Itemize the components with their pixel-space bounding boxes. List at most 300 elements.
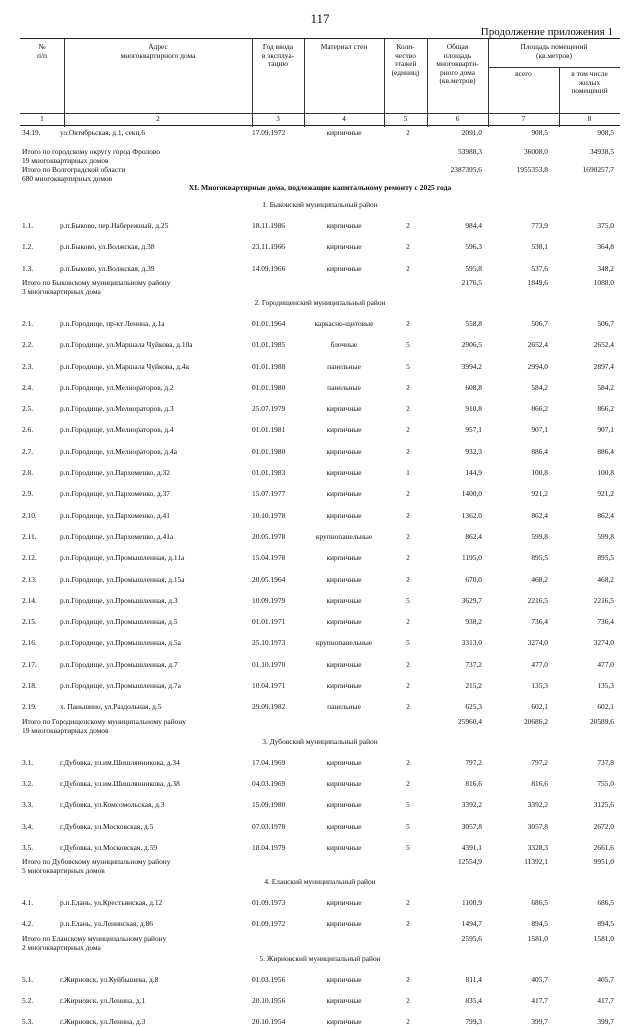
cell-year: 20.10.1954 bbox=[252, 1017, 286, 1027]
total-total: 2176,5 bbox=[461, 277, 482, 287]
cell-mat: крупнопанельные bbox=[315, 531, 373, 541]
cell-fl: 5 bbox=[406, 800, 410, 810]
cell-total: 737,2 bbox=[465, 659, 482, 669]
col-num-2: 2 bbox=[156, 114, 160, 123]
cell-mat: кирпичные bbox=[326, 221, 362, 230]
table-row bbox=[0, 680, 640, 692]
table-row bbox=[0, 918, 640, 930]
cell-n: 2.3. bbox=[22, 361, 34, 371]
cell-n: 2.12. bbox=[22, 553, 37, 563]
col-num-5: 5 bbox=[403, 114, 408, 123]
table-row bbox=[0, 263, 640, 275]
cell-fl: 2 bbox=[406, 263, 410, 273]
cell-fl: 2 bbox=[406, 898, 410, 908]
total-living: 9951,0 bbox=[593, 857, 614, 867]
table-row bbox=[0, 403, 640, 415]
cell-mat: кирпичные bbox=[326, 996, 362, 1005]
cell-addr: р.п.Городище, ул.Промышленная, д.7 bbox=[60, 659, 178, 669]
cell-year: 01.09.1972 bbox=[252, 919, 286, 929]
cell-addr: г.Дубовка, ул.им.Шишлянникова, д.38 bbox=[60, 778, 180, 788]
cell-living: 2672,0 bbox=[593, 821, 614, 831]
table-row bbox=[0, 974, 640, 986]
total-count: 680 многоквартирных домов bbox=[22, 174, 113, 183]
cell-all: 862,4 bbox=[531, 510, 548, 520]
cell-n: 4.2. bbox=[22, 919, 34, 929]
cell-year: 18.11.1986 bbox=[252, 221, 285, 230]
cell-fl: 2 bbox=[406, 681, 410, 690]
total-count: 2 многоквартирных дома bbox=[22, 942, 101, 952]
cell-n: 2.11. bbox=[22, 531, 37, 541]
cell-fl: 5 bbox=[406, 638, 410, 648]
table-row bbox=[0, 424, 640, 436]
cell-mat: кирпичные bbox=[326, 898, 362, 908]
cell-year: 10.10.1978 bbox=[252, 510, 286, 520]
cell-mat: каркасно-щитовые bbox=[314, 318, 374, 328]
cell-living: 135,3 bbox=[597, 681, 614, 690]
table-row bbox=[0, 701, 640, 713]
cell-year: 01.01.1980 bbox=[252, 382, 286, 392]
cell-all: 506,7 bbox=[531, 318, 548, 328]
total-living: 1581,0 bbox=[593, 933, 614, 943]
table-row bbox=[0, 220, 640, 232]
total-total: 2387395,6 bbox=[450, 165, 482, 174]
continuation-label: Продолжение приложения 1 bbox=[480, 26, 613, 38]
cell-addr: р.п.Быково, пер.Набережный, д.25 bbox=[60, 221, 169, 230]
cell-total: 1400,0 bbox=[461, 489, 482, 499]
cell-fl: 2 bbox=[406, 919, 410, 929]
cell-mat: блочные bbox=[330, 340, 358, 350]
cell-fl: 2 bbox=[406, 128, 410, 137]
cell-living: 755,0 bbox=[597, 778, 614, 788]
cell-living: 602,1 bbox=[597, 702, 614, 712]
cell-year: 20.10.1956 bbox=[252, 996, 286, 1005]
cell-n: 3.1. bbox=[22, 757, 34, 767]
cell-addr: р.п.Городище, ул.Пархоменко, д.32 bbox=[60, 468, 170, 477]
cell-all: 477,0 bbox=[531, 659, 548, 669]
table-row bbox=[0, 382, 640, 394]
cell-mat: кирпичные bbox=[326, 659, 362, 669]
section-title: XI. Многоквартирные дома, подлежащие капитальному ремонту с 2025 года bbox=[188, 183, 452, 192]
cell-all: 135,3 bbox=[531, 681, 548, 690]
table-row bbox=[0, 842, 640, 854]
cell-year: 17.04.1969 bbox=[252, 757, 286, 767]
cell-year: 01.01.1980 bbox=[252, 446, 286, 456]
total-row bbox=[0, 278, 640, 300]
cell-mat: кирпичные bbox=[326, 842, 362, 852]
total-label: Итого по Городищенскому муниципальному району bbox=[22, 716, 187, 726]
cell-all: 816,6 bbox=[531, 778, 548, 788]
cell-total: 811,4 bbox=[465, 974, 482, 984]
cell-addr: р.п.Городище, ул.Пархоменко, д.41 bbox=[60, 510, 170, 520]
table-header bbox=[20, 38, 620, 126]
cell-all: 894,5 bbox=[531, 919, 548, 929]
cell-total: 797,2 bbox=[465, 757, 482, 767]
total-living: 1088,0 bbox=[593, 277, 614, 287]
table-row bbox=[0, 467, 640, 479]
table-row bbox=[0, 241, 640, 253]
cell-all: 2994,0 bbox=[527, 361, 548, 371]
cell-total: 608,8 bbox=[465, 382, 482, 392]
cell-year: 01.09.1973 bbox=[252, 898, 286, 908]
cell-n: 2.10. bbox=[22, 510, 37, 520]
cell-living: 907,1 bbox=[597, 425, 614, 435]
total-all: 1849,6 bbox=[527, 277, 548, 287]
cell-living: 506,7 bbox=[597, 318, 614, 328]
cell-total: 938,2 bbox=[465, 617, 482, 627]
cell-fl: 2 bbox=[406, 425, 410, 435]
cell-mat: кирпичные bbox=[326, 821, 362, 831]
cell-total: 1100,9 bbox=[461, 898, 482, 908]
table-row bbox=[0, 897, 640, 909]
col-num-3: 3 bbox=[276, 114, 280, 123]
table-row bbox=[0, 127, 640, 139]
total-total: 12554,9 bbox=[457, 857, 482, 867]
cell-fl: 5 bbox=[406, 842, 410, 852]
cell-all: 773,9 bbox=[531, 221, 548, 230]
cell-mat: кирпичные bbox=[326, 263, 362, 273]
cell-n: 5.2. bbox=[22, 996, 34, 1005]
cell-all: 907,1 bbox=[531, 425, 548, 435]
cell-mat: панельные bbox=[327, 361, 361, 371]
cell-mat: кирпичные bbox=[326, 404, 362, 414]
cell-living: 2216,5 bbox=[593, 595, 614, 605]
cell-year: 07.03.1978 bbox=[252, 821, 286, 831]
cell-mat: кирпичные bbox=[326, 778, 362, 788]
cell-year: 01.01.1971 bbox=[252, 617, 286, 627]
cell-n: 1.2. bbox=[22, 242, 34, 252]
cell-year: 01.01.1964 bbox=[252, 318, 286, 328]
cell-living: 364,8 bbox=[597, 242, 614, 252]
cell-addr: р.п.Быково, ул.Волжская, д.39 bbox=[60, 263, 155, 273]
cell-year: 20.05.1964 bbox=[252, 574, 286, 584]
table-row bbox=[0, 616, 640, 628]
cell-year: 25.10.1973 bbox=[252, 638, 286, 648]
cell-n: 3.2. bbox=[22, 778, 34, 788]
cell-n: 2.4. bbox=[22, 382, 34, 392]
cell-all: 908,5 bbox=[531, 128, 548, 137]
cell-total: 670,0 bbox=[465, 574, 482, 584]
cell-n: 5.1. bbox=[22, 974, 34, 984]
cell-n: 2.2. bbox=[22, 340, 34, 350]
cell-addr: р.п.Елань, ул.Ленинская, д.86 bbox=[60, 919, 153, 929]
cell-living: 2897,4 bbox=[593, 361, 614, 371]
cell-year: 23.11.1966 bbox=[252, 242, 285, 252]
cell-total: 4391,1 bbox=[461, 842, 482, 852]
cell-n: 2.14. bbox=[22, 595, 37, 605]
cell-total: 816,6 bbox=[465, 778, 482, 788]
cell-fl: 5 bbox=[406, 595, 410, 605]
cell-total: 984,4 bbox=[465, 221, 482, 230]
header-num: № п/п bbox=[37, 42, 47, 60]
cell-all: 797,2 bbox=[531, 757, 548, 767]
table-row bbox=[0, 757, 640, 769]
total-count: 19 многоквартирных домов bbox=[22, 725, 109, 735]
cell-all: 602,1 bbox=[531, 702, 548, 712]
cell-mat: кирпичные bbox=[326, 919, 362, 929]
cell-all: 100,8 bbox=[531, 468, 548, 477]
cell-n: 5.3. bbox=[22, 1017, 34, 1027]
cell-n: 2.19. bbox=[22, 702, 37, 712]
cell-all: 584,2 bbox=[531, 382, 548, 392]
cell-n: 1.3. bbox=[22, 263, 34, 273]
cell-n: 2.15. bbox=[22, 617, 37, 627]
cell-addr: р.п.Городище, ул.Пархоменко, д.37 bbox=[60, 489, 170, 499]
cell-year: 01.01.1981 bbox=[252, 425, 286, 435]
cell-addr: г.Дубовка, ул.Московская, д.59 bbox=[60, 842, 158, 852]
table-row bbox=[0, 510, 640, 522]
cell-all: 736,4 bbox=[531, 617, 548, 627]
cell-living: 417,7 bbox=[597, 996, 614, 1005]
cell-mat: кирпичные bbox=[326, 242, 362, 252]
cell-addr: г.Жирновск, ул.Ленина, д.3 bbox=[60, 1017, 146, 1027]
cell-living: 584,2 bbox=[597, 382, 614, 392]
cell-living: 468,2 bbox=[597, 574, 614, 584]
total-label: Итого по Быковскому муниципальному району bbox=[22, 277, 171, 287]
cell-total: 144,9 bbox=[465, 468, 482, 477]
cell-all: 3392,2 bbox=[527, 800, 548, 810]
cell-living: 3125,6 bbox=[593, 800, 614, 810]
cell-addr: р.п.Елань, ул.Крестьянская, д.12 bbox=[60, 898, 163, 908]
cell-all: 2652,4 bbox=[527, 340, 548, 350]
cell-all: 3057,8 bbox=[527, 821, 548, 831]
cell-total: 595,8 bbox=[465, 263, 482, 273]
cell-fl: 2 bbox=[406, 659, 410, 669]
col-num-6: 6 bbox=[455, 114, 460, 123]
cell-n: 2.9. bbox=[22, 489, 34, 499]
cell-n: 2.18. bbox=[22, 681, 37, 690]
cell-living: 477,0 bbox=[597, 659, 614, 669]
cell-fl: 2 bbox=[406, 404, 410, 414]
cell-total: 596,3 bbox=[465, 242, 482, 252]
cell-fl: 2 bbox=[406, 574, 410, 584]
cell-addr: р.п.Городище, ул.Мелиораторов, д.4 bbox=[60, 425, 174, 435]
table-row bbox=[0, 339, 640, 351]
total-living: 1690257,7 bbox=[582, 165, 614, 174]
cell-mat: кирпичные bbox=[326, 553, 362, 563]
page-number: 117 bbox=[310, 11, 330, 26]
cell-fl: 2 bbox=[406, 221, 410, 230]
table-row bbox=[0, 446, 640, 458]
table-row bbox=[0, 361, 640, 373]
cell-year: 15.07.1977 bbox=[252, 489, 286, 499]
cell-addr: г.Дубовка, ул.Комсомольская, д.3 bbox=[60, 800, 165, 810]
cell-year: 01.01.1988 bbox=[252, 361, 286, 371]
cell-total: 625,3 bbox=[465, 702, 482, 712]
cell-total: 835,4 bbox=[465, 996, 482, 1005]
cell-addr: р.п.Городище, ул.Мелиораторов, д.2 bbox=[60, 382, 174, 392]
cell-n: 2.8. bbox=[22, 468, 34, 477]
district-title: 2. Городищенский муниципальный район bbox=[254, 297, 386, 307]
cell-addr: г.Дубовка, ул.им.Шишлянникова, д.34 bbox=[60, 757, 180, 767]
cell-year: 01.10.1970 bbox=[252, 659, 286, 669]
cell-mat: панельные bbox=[327, 382, 361, 392]
cell-living: 866,2 bbox=[597, 404, 614, 414]
cell-all: 537,6 bbox=[531, 263, 548, 273]
cell-mat: кирпичные bbox=[326, 510, 362, 520]
total-all: 1955353,8 bbox=[516, 165, 548, 174]
cell-year: 25.07.1979 bbox=[252, 404, 286, 414]
cell-addr: р.п.Городище, ул.Маршала Чуйкова, д.4а bbox=[60, 361, 189, 371]
district-title: 1. Быковский муниципальный район bbox=[262, 200, 378, 209]
cell-n: 2.16. bbox=[22, 638, 37, 648]
cell-total: 215,2 bbox=[465, 681, 482, 690]
cell-year: 14.09.1966 bbox=[252, 263, 286, 273]
cell-addr: ул.Октябрьская, д.1, секц.6 bbox=[60, 128, 145, 137]
cell-mat: кирпичные bbox=[326, 617, 362, 627]
cell-addr: р.п.Городище, ул.Промышленная, д.3 bbox=[60, 595, 178, 605]
cell-living: 895,5 bbox=[597, 553, 614, 563]
cell-addr: р.п.Городище, ул.Промышленная, д.11а bbox=[60, 553, 185, 563]
cell-living: 2661,6 bbox=[593, 842, 614, 852]
cell-total: 932,3 bbox=[465, 446, 482, 456]
cell-living: 405,7 bbox=[597, 974, 614, 984]
cell-all: 886,4 bbox=[531, 446, 548, 456]
col-num-8: 8 bbox=[587, 114, 592, 123]
cell-mat: крупнопанельные bbox=[315, 638, 373, 648]
table-row bbox=[0, 821, 640, 833]
header-material: Материал стен bbox=[320, 42, 368, 51]
cell-n: 2.17. bbox=[22, 659, 37, 669]
cell-living: 737,8 bbox=[597, 757, 614, 767]
total-total: 25960,4 bbox=[457, 716, 482, 726]
cell-total: 3629,7 bbox=[461, 595, 482, 605]
cell-fl: 2 bbox=[406, 531, 410, 541]
cell-fl: 2 bbox=[406, 702, 410, 712]
cell-n: 2.13. bbox=[22, 574, 37, 584]
cell-n: 34.19. bbox=[22, 128, 41, 137]
cell-year: 01.01.1983 bbox=[252, 468, 286, 477]
header-premises-area: Площадь помещений (кв.метров) bbox=[520, 42, 588, 60]
table-row bbox=[0, 595, 640, 607]
table-row bbox=[0, 574, 640, 586]
cell-all: 405,7 bbox=[531, 974, 548, 984]
cell-total: 3057,8 bbox=[461, 821, 482, 831]
cell-year: 17.09.1972 bbox=[252, 128, 286, 137]
table-row bbox=[0, 1016, 640, 1028]
header-year: Год ввода в эксплуа- тацию bbox=[261, 42, 295, 69]
cell-living: 375,0 bbox=[597, 221, 614, 230]
table-row bbox=[0, 778, 640, 790]
cell-year: 10.09.1979 bbox=[252, 595, 286, 605]
cell-fl: 2 bbox=[406, 242, 410, 252]
cell-fl: 2 bbox=[406, 974, 410, 984]
total-total: 2595,6 bbox=[461, 933, 482, 943]
cell-total: 3994,2 bbox=[461, 361, 482, 371]
header-area-all: всего bbox=[515, 69, 532, 78]
cell-fl: 5 bbox=[406, 361, 410, 371]
cell-addr: г.Жирновск, ул.Ленина, д.1 bbox=[60, 996, 146, 1005]
cell-all: 3328,3 bbox=[527, 842, 548, 852]
cell-total: 3392,2 bbox=[461, 800, 482, 810]
cell-fl: 2 bbox=[406, 778, 410, 788]
cell-n: 2.1. bbox=[22, 318, 34, 328]
cell-mat: кирпичные bbox=[326, 468, 362, 477]
cell-year: 29.09.1982 bbox=[252, 702, 286, 712]
total-row bbox=[0, 857, 640, 879]
cell-year: 10.04.1971 bbox=[252, 681, 286, 690]
cell-fl: 2 bbox=[406, 996, 410, 1005]
table-row bbox=[0, 318, 640, 330]
cell-addr: г.Дубовка, ул.Московская, д.5 bbox=[60, 821, 154, 831]
cell-total: 1494,7 bbox=[461, 919, 482, 929]
total-count: 5 многоквартирных домов bbox=[22, 866, 105, 876]
total-label: Итого по Дубовскому муниципальному району bbox=[22, 857, 171, 867]
cell-fl: 2 bbox=[406, 489, 410, 499]
cell-addr: х. Паньшино, ул.Раздольная, д.5 bbox=[60, 702, 162, 712]
table-row bbox=[0, 637, 640, 649]
cell-living: 921,2 bbox=[597, 489, 614, 499]
cell-all: 895,5 bbox=[531, 553, 548, 563]
cell-year: 04.03.1969 bbox=[252, 778, 286, 788]
cell-living: 599,8 bbox=[597, 531, 614, 541]
table-row bbox=[0, 995, 640, 1007]
cell-total: 799,3 bbox=[465, 1017, 482, 1027]
cell-living: 100,8 bbox=[597, 468, 614, 477]
total-living: 20589,6 bbox=[589, 716, 614, 726]
total-label: Итого по городскому округу город Фролово bbox=[22, 147, 160, 156]
table-row bbox=[0, 552, 640, 564]
cell-fl: 2 bbox=[406, 757, 410, 767]
cell-fl: 5 bbox=[406, 821, 410, 831]
cell-fl: 2 bbox=[406, 617, 410, 627]
total-label: Итого по Волгоградской области bbox=[22, 165, 126, 174]
cell-total: 1362,0 bbox=[461, 510, 482, 520]
cell-mat: кирпичные bbox=[326, 800, 362, 810]
table-row bbox=[0, 799, 640, 811]
cell-all: 538,1 bbox=[531, 242, 548, 252]
cell-fl: 2 bbox=[406, 446, 410, 456]
cell-all: 866,2 bbox=[531, 404, 548, 414]
cell-all: 468,2 bbox=[531, 574, 548, 584]
cell-mat: кирпичные bbox=[326, 1017, 362, 1027]
district-title: 3. Дубовский муниципальный район bbox=[262, 736, 378, 746]
total-total: 53988,3 bbox=[457, 147, 482, 156]
cell-fl: 5 bbox=[406, 340, 410, 350]
cell-total: 2906,5 bbox=[461, 340, 482, 350]
cell-living: 2652,4 bbox=[593, 340, 614, 350]
cell-all: 3274,0 bbox=[527, 638, 548, 648]
cell-n: 2.5. bbox=[22, 404, 34, 414]
cell-year: 01.01.1985 bbox=[252, 340, 286, 350]
cell-all: 2216,5 bbox=[527, 595, 548, 605]
table-row bbox=[0, 531, 640, 543]
cell-mat: кирпичные bbox=[326, 446, 362, 456]
cell-addr: г.Жирновск, ул.Куйбышева, д.8 bbox=[60, 974, 159, 984]
cell-mat: панельные bbox=[327, 702, 361, 712]
cell-total: 1195,0 bbox=[461, 553, 482, 563]
cell-n: 3.4. bbox=[22, 821, 34, 831]
cell-mat: кирпичные bbox=[326, 489, 362, 499]
district-title: 5. Жирновский муниципальный район bbox=[259, 953, 381, 963]
cell-addr: р.п.Городище, ул.Маршала Чуйкова, д.10а bbox=[60, 340, 193, 350]
cell-total: 862,4 bbox=[465, 531, 482, 541]
cell-addr: р.п.Городище, ул.Промышленная, д.15а bbox=[60, 574, 185, 584]
cell-all: 921,2 bbox=[531, 489, 548, 499]
cell-n: 2.6. bbox=[22, 425, 34, 435]
cell-year: 15.04.1978 bbox=[252, 553, 286, 563]
cell-fl: 2 bbox=[406, 553, 410, 563]
cell-living: 3274,0 bbox=[593, 638, 614, 648]
total-row bbox=[0, 934, 640, 956]
cell-n: 2.7. bbox=[22, 446, 34, 456]
cell-living: 894,5 bbox=[597, 919, 614, 929]
cell-fl: 2 bbox=[406, 510, 410, 520]
cell-total: 2091,0 bbox=[461, 128, 482, 137]
cell-addr: р.п.Городище, ул.Промышленная, д.5а bbox=[60, 638, 181, 648]
cell-n: 1.1. bbox=[22, 221, 34, 230]
table-row bbox=[0, 488, 640, 500]
cell-addr: р.п.Городище, ул.Промышленная, д.5 bbox=[60, 617, 178, 627]
